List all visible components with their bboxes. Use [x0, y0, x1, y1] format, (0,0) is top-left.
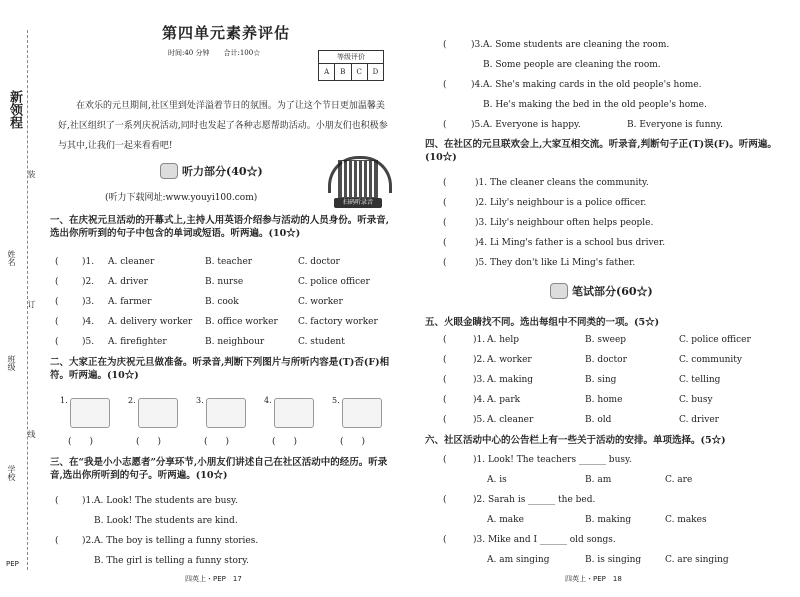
grade-b[interactable]: B: [335, 64, 351, 80]
section-5-text: 五、火眼金睛找不同。选出每组中不同类的一项。(5☆): [425, 317, 660, 328]
answer-paren[interactable]: (: [55, 536, 59, 546]
writing-icon: [550, 283, 568, 299]
s1-option-b[interactable]: B. office worker: [205, 317, 278, 327]
qr-code-block[interactable]: [328, 156, 388, 208]
s1-item-number: )4.: [82, 317, 95, 327]
s1-item-number: )1.: [82, 257, 95, 267]
section-5-instruction: [425, 316, 781, 329]
children-picture-icon: [138, 398, 178, 428]
s3-item5-option-a[interactable]: A. Everyone is happy.: [483, 120, 581, 130]
answer-paren[interactable]: (: [443, 535, 447, 545]
name-field-label: 姓名: [7, 250, 16, 266]
qr-label: 扫码听录音: [334, 198, 382, 208]
answer-paren[interactable]: (: [55, 257, 59, 267]
s4-statement: )4. Li Ming's father is a school bus driver.: [475, 238, 666, 248]
s1-option-a[interactable]: A. farmer: [108, 297, 152, 307]
s5-item-number: )4.: [473, 395, 486, 405]
section-2-instruction: [50, 356, 396, 382]
s3-item-number: )1.: [82, 496, 95, 506]
s6-option-a[interactable]: A. is: [487, 475, 507, 485]
section-3-instruction: [50, 456, 396, 482]
s1-option-b[interactable]: B. cook: [205, 297, 239, 307]
answer-paren[interactable]: (: [443, 415, 447, 425]
s1-option-b[interactable]: B. teacher: [205, 257, 253, 267]
section-6-instruction: [425, 434, 781, 447]
s1-option-b[interactable]: B. neighbour: [205, 337, 265, 347]
s1-option-c[interactable]: C. police officer: [298, 277, 370, 287]
answer-paren[interactable]: (: [443, 238, 447, 248]
grade-d[interactable]: D: [372, 68, 379, 76]
cooking-picture-icon: [342, 398, 382, 428]
page-title: 第四单元素养评估: [162, 24, 291, 42]
s5-option-c[interactable]: C. telling: [679, 375, 721, 385]
answer-paren[interactable]: (: [55, 297, 59, 307]
section-2-pictures: [60, 396, 400, 446]
s5-option-a[interactable]: A. park: [487, 395, 521, 405]
s5-option-c[interactable]: C. police officer: [679, 335, 751, 345]
s1-item-number: )5.: [82, 337, 95, 347]
s6-question: )1. Look! The teachers ______ busy.: [473, 455, 632, 465]
s6-option-b[interactable]: B. is singing: [585, 555, 642, 565]
grade-a[interactable]: A: [319, 64, 335, 80]
answer-paren[interactable]: (: [443, 80, 447, 90]
answer-paren[interactable]: (: [443, 198, 447, 208]
s4-statement: )3. Lily's neighbour often helps people.: [475, 218, 654, 228]
s5-option-b[interactable]: B. old: [585, 415, 612, 425]
s1-option-c[interactable]: C. factory worker: [298, 317, 378, 327]
picture-number: 1.: [60, 396, 68, 405]
download-url[interactable]: (听力下载网址:www.youyi100.com): [105, 193, 258, 203]
section-4-instruction: [425, 138, 781, 164]
s1-option-c[interactable]: C. worker: [298, 297, 343, 307]
footer-left: 四英上・PEP 17: [185, 575, 242, 583]
s6-option-b[interactable]: B. am: [585, 475, 612, 485]
answer-blank[interactable]: ( ): [340, 437, 366, 447]
s6-option-c[interactable]: C. makes: [665, 515, 707, 525]
s3-item-number: )3.: [471, 40, 484, 50]
s3-option-a[interactable]: A. Look! The students are busy.: [94, 496, 238, 506]
s3-option-b[interactable]: B. Some people are cleaning the room.: [483, 60, 661, 70]
picture-1: [60, 396, 110, 447]
picture-number: 5.: [332, 396, 340, 405]
s5-option-b[interactable]: B. sing: [585, 375, 617, 385]
answer-paren[interactable]: (: [443, 218, 447, 228]
s6-option-a[interactable]: A. make: [487, 515, 524, 525]
s5-item-number: )2.: [473, 355, 486, 365]
grade-c[interactable]: C: [352, 64, 368, 80]
cut-mark-2: 订: [27, 300, 36, 308]
right-page: [425, 0, 785, 597]
brand-logo: 新领程: [7, 90, 22, 129]
answer-paren[interactable]: (: [443, 355, 447, 365]
s5-option-a[interactable]: A. help: [487, 335, 519, 345]
s5-option-b[interactable]: B. home: [585, 395, 623, 405]
answer-blank[interactable]: ( ): [204, 437, 230, 447]
grade-box: [318, 50, 384, 81]
s1-option-c[interactable]: C. student: [298, 337, 345, 347]
s3-option-b[interactable]: B. Look! The students are kind.: [94, 516, 238, 526]
picture-5: [332, 396, 382, 447]
picture-2: [128, 396, 178, 447]
s1-item-number: )3.: [82, 297, 95, 307]
writing-heading-text: 笔试部分(60☆): [572, 285, 653, 298]
edition-label: PEP: [6, 560, 19, 568]
s3-item5-num: )5.: [471, 120, 484, 130]
answer-paren[interactable]: (: [55, 496, 59, 506]
s5-option-b[interactable]: B. doctor: [585, 355, 627, 365]
time-score-info: 时间:40 分钟 合计:100☆: [168, 49, 261, 57]
section-4-text: 四、在社区的元旦联欢会上,大家互相交流。听录音,判断句子正(T)误(F)。听两遍。(10☆): [425, 139, 777, 163]
s5-option-b[interactable]: B. sweep: [585, 335, 627, 345]
s5-option-a[interactable]: A. making: [487, 375, 534, 385]
s3-option-a[interactable]: A. She's making cards in the old people's home.: [483, 80, 702, 90]
section-1-text: 一、在庆祝元旦活动的开幕式上,主持人用英语介绍参与活动的人员身份。听录音,选出你所听到的句子中包含的单词或短语。听两遍。(10☆): [50, 215, 390, 239]
answer-paren[interactable]: (: [443, 335, 447, 345]
answer-paren[interactable]: (: [443, 395, 447, 405]
s5-option-a[interactable]: A. cleaner: [487, 415, 534, 425]
qr-code-icon[interactable]: [338, 160, 378, 198]
section-6-text: 六、社区活动中心的公告栏上有一些关于活动的安排。单项选择。(5☆): [425, 435, 726, 446]
class-field-label: 班级: [7, 355, 16, 371]
s4-statement: )1. The cleaner cleans the community.: [475, 178, 649, 188]
bed-picture-icon: [70, 398, 110, 428]
s5-item-number: )3.: [473, 375, 486, 385]
s4-statement: )2. Lily's neighbour is a police officer.: [475, 198, 647, 208]
group-picture-icon: [206, 398, 246, 428]
answer-paren[interactable]: (: [443, 495, 447, 505]
answer-paren[interactable]: (: [55, 317, 59, 327]
cut-mark-1: 装: [27, 170, 36, 178]
answer-blank[interactable]: ( ): [272, 437, 298, 447]
intro-paragraph: 在欢乐的元旦期间,社区里到处洋溢着节日的氛围。为了让这个节日更加温馨美好,社区组织了一系列庆祝活动,同时也发起了各种志愿帮助活动。小朋友们也积极参与其中,让我们一起来看看吧!: [58, 101, 388, 151]
s4-statement: )5. They don't like Li Ming's father.: [475, 258, 636, 268]
s3-item-number: )4.: [471, 80, 484, 90]
answer-blank[interactable]: ( ): [136, 437, 162, 447]
answer-paren[interactable]: (: [443, 178, 447, 188]
s6-option-a[interactable]: A. am singing: [487, 555, 550, 565]
s1-option-c[interactable]: C. doctor: [298, 257, 340, 267]
s1-option-a[interactable]: A. delivery worker: [108, 317, 193, 327]
picture-number: 4.: [264, 396, 272, 405]
s3-option-b[interactable]: B. The girl is telling a funny story.: [94, 556, 249, 566]
s1-item-number: )2.: [82, 277, 95, 287]
s5-option-a[interactable]: A. worker: [487, 355, 532, 365]
listening-heading: [160, 163, 263, 179]
cut-mark-3: 线: [27, 430, 36, 438]
s6-option-c[interactable]: C. are singing: [665, 555, 729, 565]
s1-option-a[interactable]: A. firefighter: [108, 337, 167, 347]
s5-option-c[interactable]: C. community: [679, 355, 742, 365]
s6-question: )2. Sarah is ______ the bed.: [473, 495, 596, 505]
s5-item-number: )1.: [473, 335, 486, 345]
picture-3: [196, 396, 246, 447]
answer-paren[interactable]: (: [443, 258, 447, 268]
section-1-instruction: [50, 214, 396, 240]
s5-option-c[interactable]: C. busy: [679, 395, 713, 405]
answer-paren[interactable]: (: [55, 337, 59, 347]
section-2-text: 二、大家正在为庆祝元旦做准备。听录音,判断下列图片与所听内容是(T)否(F)相符。听两遍。(10☆): [50, 357, 390, 381]
listening-icon: [160, 163, 178, 179]
school-field-label: 学校: [7, 465, 16, 481]
listening-heading-text: 听力部分(40☆): [182, 165, 263, 178]
s6-option-b[interactable]: B. making: [585, 515, 632, 525]
s3-option-b[interactable]: B. He's making the bed in the old people's home.: [483, 100, 707, 110]
s1-option-a[interactable]: A. driver: [108, 277, 148, 287]
picture-number: 3.: [196, 396, 204, 405]
answer-paren[interactable]: (: [55, 277, 59, 287]
picture-4: [264, 396, 314, 447]
answer-paren[interactable]: (: [443, 120, 447, 130]
answer-blank[interactable]: ( ): [68, 437, 94, 447]
left-page: [50, 0, 400, 597]
picture-number: 2.: [128, 396, 136, 405]
s1-option-b[interactable]: B. nurse: [205, 277, 244, 287]
s5-option-c[interactable]: C. driver: [679, 415, 719, 425]
answer-paren[interactable]: (: [443, 375, 447, 385]
s5-item-number: )5.: [473, 415, 486, 425]
writing-heading: [550, 283, 653, 299]
s1-option-a[interactable]: A. cleaner: [108, 257, 155, 267]
section-3-text: 三、在“我是小小志愿者”分享环节,小朋友们讲述自己在社区活动中的经历。听录音,选出你所听到的句子。听两遍。(10☆): [50, 457, 388, 481]
binding-margin: [0, 0, 36, 597]
s3-option-a[interactable]: A. Some students are cleaning the room.: [483, 40, 670, 50]
answer-paren[interactable]: (: [443, 40, 447, 50]
cut-line: [27, 30, 28, 570]
s3-option-a[interactable]: A. The boy is telling a funny stories.: [94, 536, 259, 546]
footer-right: 四英上・PEP 18: [565, 575, 622, 583]
s6-question: )3. Mike and I ______ old songs.: [473, 535, 616, 545]
s6-option-c[interactable]: C. are: [665, 475, 693, 485]
answer-paren[interactable]: (: [443, 455, 447, 465]
s3-item-number: )2.: [82, 536, 95, 546]
grade-box-title: 等级评价: [319, 51, 383, 64]
cleaning-picture-icon: [274, 398, 314, 428]
s3-item5-option-b[interactable]: B. Everyone is funny.: [627, 120, 723, 130]
